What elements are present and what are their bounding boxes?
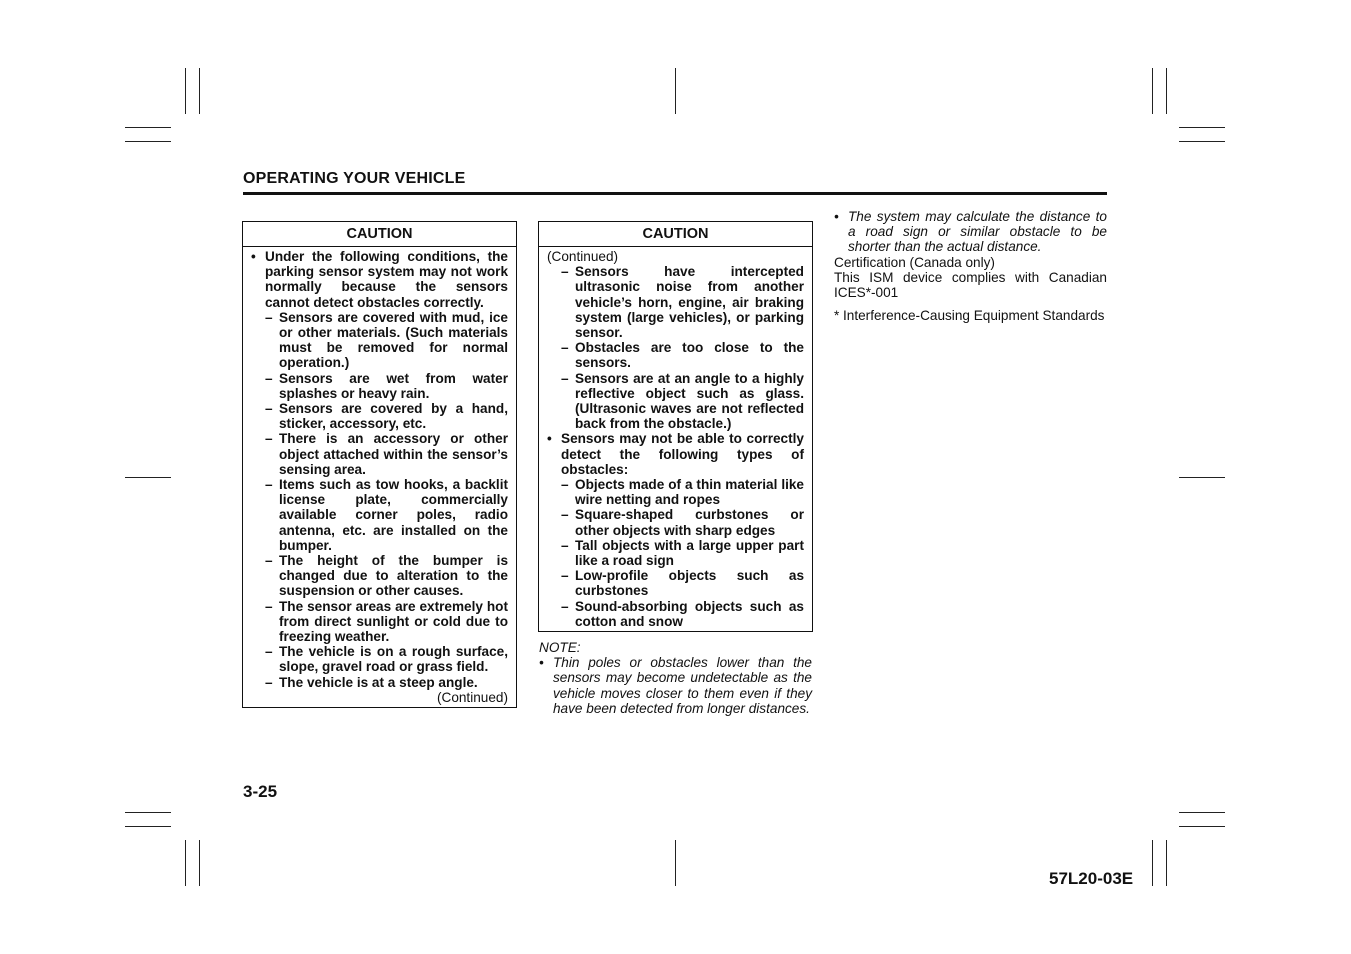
crop-mark (1166, 68, 1167, 114)
dash-icon: – (561, 340, 569, 356)
dash-icon: – (265, 477, 273, 493)
dash-icon: – (561, 507, 569, 523)
info-bullet (834, 209, 1107, 255)
caution-item-text: Sensors are covered with mud, ice or other materials. (Such materials must be removed for normal operation.) (279, 309, 508, 371)
caution-item-text: There is an accessory or other object attached within the sensor’s sensing area. (279, 431, 508, 477)
dash-icon: – (561, 568, 569, 584)
caution-item (251, 310, 508, 371)
caution-intro-text: Under the following conditions, the parking sensor system may not work normally because the sensors cannot detect obstacles correctly. (265, 249, 508, 310)
right-column (834, 209, 1107, 323)
crop-mark (125, 127, 171, 128)
dash-icon: – (265, 598, 273, 614)
footnote (834, 308, 1107, 323)
cert-heading: Certification (Canada only) (834, 254, 995, 270)
caution-item (547, 477, 804, 507)
crop-mark (199, 68, 200, 114)
caution-item-text: Objects made of a thin material like wire netting and ropes (575, 477, 804, 508)
dash-icon: – (265, 370, 273, 386)
crop-mark (185, 68, 186, 114)
bullet-icon: • (251, 249, 256, 264)
dash-icon: – (265, 401, 273, 417)
crop-mark (675, 840, 676, 886)
note-item (539, 655, 812, 716)
caution-item-text: Sensors are covered by a hand, sticker, accessory, etc. (279, 401, 508, 432)
caution-bullet (547, 431, 804, 477)
crop-mark (675, 68, 676, 114)
crop-mark (125, 826, 171, 827)
header-rule (243, 192, 1107, 195)
bullet-icon: • (834, 209, 839, 224)
crop-mark (1179, 826, 1225, 827)
caution-title: CAUTION (243, 222, 516, 247)
footnote-text: Interference-Causing Equipment Standards (843, 308, 1105, 324)
caution-item-text: Sensors are wet from water splashes or heavy rain. (279, 370, 508, 401)
crop-mark (185, 840, 186, 886)
caution-title: CAUTION (539, 222, 812, 247)
continued-label: (Continued) (436, 689, 508, 705)
dash-icon: – (265, 431, 273, 447)
caution-bullet (251, 249, 508, 310)
caution-item (251, 371, 508, 401)
caution-item (251, 675, 508, 690)
caution-box-left (242, 221, 517, 708)
caution-item-text: Sound-absorbing objects such as cotton and snow (575, 598, 804, 629)
crop-mark (125, 141, 171, 142)
caution-bullet-text: Sensors may not be able to correctly detect the following types of obstacles: (561, 431, 804, 477)
caution-item (547, 340, 804, 370)
crop-mark (199, 840, 200, 886)
caution-item (251, 599, 508, 645)
dash-icon: – (561, 598, 569, 614)
caution-item (547, 507, 804, 537)
caution-item-text: Low-profile objects such as curbstones (575, 568, 804, 599)
dash-icon: – (265, 553, 273, 569)
note (539, 640, 812, 716)
crop-mark (125, 477, 171, 478)
dash-icon: – (561, 264, 569, 280)
info-bullet-text: The system may calculate the distance to a road sign or similar obstacle to be shorter than the actual distance. (848, 209, 1107, 255)
crop-mark (1179, 141, 1225, 142)
caution-item-text: The height of the bumper is changed due to alteration to the suspension or other causes. (279, 553, 508, 599)
caution-item-text: The sensor areas are extremely hot from direct sunlight or cold due to freezing weather. (279, 598, 508, 645)
asterisk-icon: * (834, 308, 840, 324)
caution-item-text: Sensors are at an angle to a highly reflective object such as glass. (Ultrasonic waves are not reflected back from the obstacle.) (575, 370, 804, 432)
caution-item (547, 371, 804, 432)
crop-mark (1152, 68, 1153, 114)
document-code: 57L20-03E (1049, 869, 1134, 888)
dash-icon: – (265, 674, 273, 690)
crop-mark (1179, 477, 1225, 478)
section-title: OPERATING YOUR VEHICLE (243, 170, 466, 187)
crop-mark (1179, 127, 1225, 128)
dash-icon: – (561, 370, 569, 386)
dash-icon: – (561, 477, 569, 493)
crop-mark (1152, 840, 1153, 886)
caution-box-right (538, 221, 813, 632)
dash-icon: – (561, 537, 569, 553)
cert-text: This ISM device complies with Canadian ICES*-001 (834, 269, 1107, 301)
crop-mark (125, 812, 171, 813)
caution-item-text: The vehicle is on a rough surface, slope, gravel road or grass field. (279, 644, 508, 675)
caution-item-text: Sensors have intercepted ultrasonic noise from another vehicle’s horn, engine, air braking system (large vehicles), or parking sensor. (575, 264, 804, 341)
continued-label: (Continued) (547, 249, 619, 264)
caution-item-text: Items such as tow hooks, a backlit license plate, commercially available corner poles, radio antenna, etc. are installed on the bumper. (279, 477, 508, 553)
caution-item-text: Obstacles are too close to the sensors. (575, 340, 804, 371)
caution-item-text: The vehicle is at a steep angle. (279, 674, 478, 690)
caution-item-text: Square-shaped curbstones or other objects with sharp edges (575, 507, 804, 538)
crop-mark (1179, 812, 1225, 813)
dash-icon: – (265, 309, 273, 325)
caution-item (251, 553, 508, 599)
caution-item (547, 599, 804, 629)
crop-mark (1166, 840, 1167, 886)
caution-item (251, 401, 508, 431)
bullet-icon: • (547, 431, 552, 447)
caution-item (547, 538, 804, 568)
caution-item (547, 264, 804, 340)
dash-icon: – (265, 644, 273, 660)
note-label: NOTE: (539, 640, 581, 655)
caution-item (251, 644, 508, 674)
caution-item (251, 477, 508, 553)
caution-item (251, 431, 508, 477)
page-number: 3-25 (243, 782, 278, 801)
bullet-icon: • (539, 655, 544, 671)
note-text: Thin poles or obstacles lower than the sensors may become undetectable as the vehicle moves closer to them even if they have been detected from longer distances. (553, 655, 812, 716)
caution-item-text: Tall objects with a large upper part like a road sign (575, 537, 804, 569)
caution-item (547, 568, 804, 598)
